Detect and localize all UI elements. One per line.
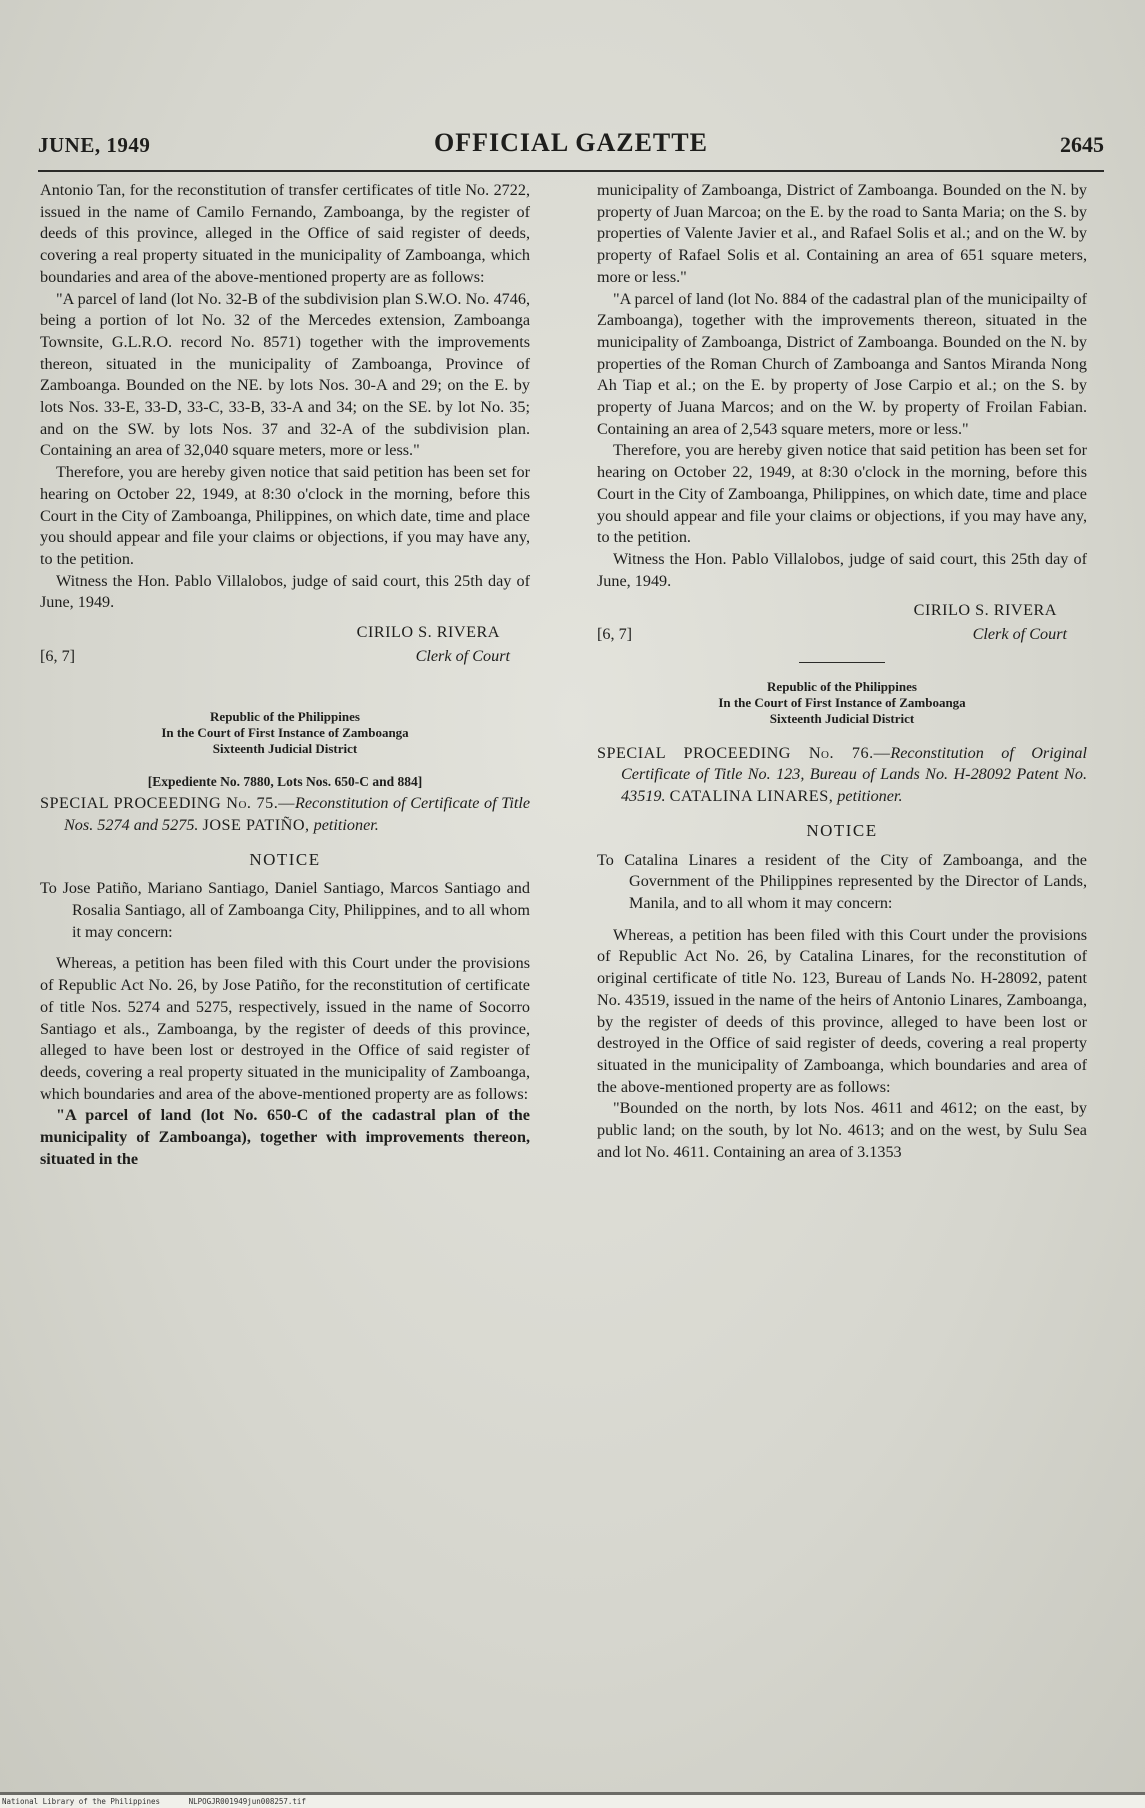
left-paragraph-3: Therefore, you are hereby given notice that said petition has been set for hearing on October 22, 1949, at 8:30 o'clock in the morning, before this Court in the City of Zamboanga, Philippines, on which date, time and place you should appear and file your claims or objections, if you may have any, to the petition. <box>40 463 530 568</box>
header-page-number: 2645 <box>1060 132 1104 157</box>
right-proceeding-title: Reconstitution of Original Certificate of Title No. 123, Bureau of Lands No. H-28092 Patent No. 43519. <box>621 743 1088 806</box>
right-signature-line <box>597 624 1087 646</box>
left-paragraph-1: Antonio Tan, for the reconstitution of transfer certificates of title No. 2722, issued in the name of Camilo Fernando, Zamboanga, by the register of deeds of this province, alleged in the Office of said register of deeds, covering a real property situated in the municipality of Zamboanga, which boundaries and area of the above-mentioned property are as follows: <box>40 181 530 286</box>
right-court-republic: Republic of the Philippines <box>767 678 917 694</box>
right-signer: CIRILO S. RIVERA <box>913 601 1057 620</box>
left-notice-title: NOTICE <box>249 849 321 869</box>
footer-file: NLPOGJR001949jun008257.tif <box>188 1797 306 1806</box>
left-proceeding-petitioner: JOSE PATIÑO, <box>202 815 310 834</box>
left-addressee: To Jose Patiño, Mariano Santiago, Daniel Santiago, Marcos Santiago and Rosalia Santiago, all of Zamboanga City, Philippines, and to all whom it may concern: <box>40 879 530 941</box>
right-court-district: Sixteenth Judicial District <box>769 710 915 726</box>
left-court-district: Sixteenth Judicial District <box>212 741 358 757</box>
left-paragraph-4: Witness the Hon. Pablo Villalobos, judge of said court, this 25th day of June, 1949. <box>40 571 530 612</box>
scan-footer <box>0 1795 1145 1808</box>
left-proceeding-role: petitioner. <box>313 815 379 834</box>
right-proceeding-label: SPECIAL PROCEEDING No. 76.— <box>597 743 891 762</box>
left-proceeding-title: Reconstitution of Certificate of Title Nos. 5274 and 5275. <box>64 794 531 834</box>
right-paragraph-1: municipality of Zamboanga, District of Zamboanga. Bounded on the N. by property of Juan Marcoa; on the E. by the road to Santa Maria; on the S. by properties of Valente Javier et al., and Rafael Solis et al.; and on the W. by property of Rafael Solis et al. Containing an area of 651 square meters, more or less." <box>597 181 1087 286</box>
left-clerk-title: Clerk of Court <box>415 646 510 665</box>
header-rule <box>38 170 1104 172</box>
right-paragraph-5: Whereas, a petition has been filed with this Court under the provisions of Republic Act No. 26, by Catalina Linares, for the reconstitution of original certificate of title No. 123, Bureau of Lands No. H-28092, patent No. 43519, issued in the name of the heirs of Antonio Linares, Zamboanga, by the register of deeds of this province, alleged to have been lost or destroyed in the Office of said register of deeds, covering a real property situated in the municipality of Zamboanga, which boundaries and area of the above-mentioned property are as follows: <box>597 925 1087 1096</box>
right-clerk-title: Clerk of Court <box>972 625 1067 644</box>
right-court-name: In the Court of First Instance of Zamboanga <box>718 694 966 710</box>
left-paragraph-2: "A parcel of land (lot No. 32-B of the subdivision plan S.W.O. No. 4746, being a portion of lot No. 32 of the Mercedes extension, Zamboanga Townsite, G.L.R.O. record No. 8571) together with the improvements thereon, situated in the municipality of Zamboanga, Province of Zamboanga. Bounded on the NE. by lots Nos. 30-A and 29; on the E. by lots Nos. 33-E, 33-D, 33-C, 33-B, 33-A and 34; on the SE. by lot No. 35; and on the SW. by lots Nos. 37 and 32-A of the subdivision plan. Containing an area of 32,040 square meters, more or less." <box>40 289 530 460</box>
footer-library: National Library of the Philippines <box>2 1797 161 1806</box>
left-court-name: In the Court of First Instance of Zamboanga <box>161 725 409 741</box>
right-paragraph-3: Therefore, you are hereby given notice that said petition has been set for hearing on October 22, 1949, at 8:30 o'clock in the morning, before this Court in the City of Zamboanga, Philippines, on which date, time and place you should appear and file your claims or objections, if you may have any, to the petition. <box>597 441 1087 547</box>
right-section-divider <box>799 662 885 663</box>
right-proceeding-petitioner: CATALINA LINARES, <box>669 787 834 806</box>
left-bracket: [6, 7] <box>40 646 76 665</box>
right-bracket: [6, 7] <box>597 625 633 644</box>
left-signature-line <box>40 646 530 668</box>
right-paragraph-6: "Bounded on the north, by lots Nos. 4611 and 4612; on the east, by public land; on the south, by lot No. 4613; and on the west, by Sulu Sea and lot No. 4611. Containing an area of 3.1353 <box>597 1099 1087 1161</box>
header-title: OFFICIAL GAZETTE <box>434 128 708 157</box>
left-signer: CIRILO S. RIVERA <box>356 623 500 642</box>
right-paragraph-4: Witness the Hon. Pablo Villalobos, judge of said court, this 25th day of June, 1949. <box>597 549 1087 590</box>
page-header <box>38 122 1104 158</box>
right-column <box>597 180 1087 1163</box>
right-notice-title: NOTICE <box>806 820 878 840</box>
right-paragraph-2: "A parcel of land (lot No. 884 of the cadastral plan of the municipailty of Zamboanga), together with the improvements thereon, situated in the municipality of Zamboanga, District of Zamboanga. Bounded on the N. by properties of the Roman Church of Zamboanga and Santos Miranda Nong Ah Tiap et al.; on the E. by property of Jose Carpio et al.; on the S. by property of Juana Marcos; and on the W. by property of Froilan Fabian. Containing an area of 2,543 square meters, more or less." <box>597 289 1087 438</box>
left-court-republic: Republic of the Philippines <box>210 709 360 725</box>
left-proceeding <box>40 793 530 836</box>
left-paragraph-5: Whereas, a petition has been filed with this Court under the provisions of Republic Act No. 26, by Jose Patiño, for the reconstitution of certificate of title Nos. 5274 and 5275, respectively, issued in the name of Socorro Santiago et als., Zamboanga, by the register of deeds of this province, alleged to have been lost or destroyed in the Office of said register of deeds, covering a real property situated in the municipality of Zamboanga, which boundaries and area of the above-mentioned property are as follows: <box>40 954 530 1103</box>
header-date: JUNE, 1949 <box>38 133 151 157</box>
right-proceeding <box>597 743 1087 808</box>
right-proceeding-role: petitioner. <box>837 787 903 806</box>
left-paragraph-6: "A parcel of land (lot No. 650-C of the cadastral plan of the municipality of Zamboanga), together with improvements thereon, situated in the <box>40 1106 530 1168</box>
left-column <box>40 180 530 1170</box>
left-expediente: [Expediente No. 7880, Lots Nos. 650-C and 884] <box>147 774 423 790</box>
right-addressee: To Catalina Linares a resident of the City of Zamboanga, and the Government of the Philippines represented by the Director of Lands, Manila, and to all whom it may concern: <box>597 850 1087 912</box>
left-proceeding-label: SPECIAL PROCEEDING No. 75.— <box>40 794 295 813</box>
